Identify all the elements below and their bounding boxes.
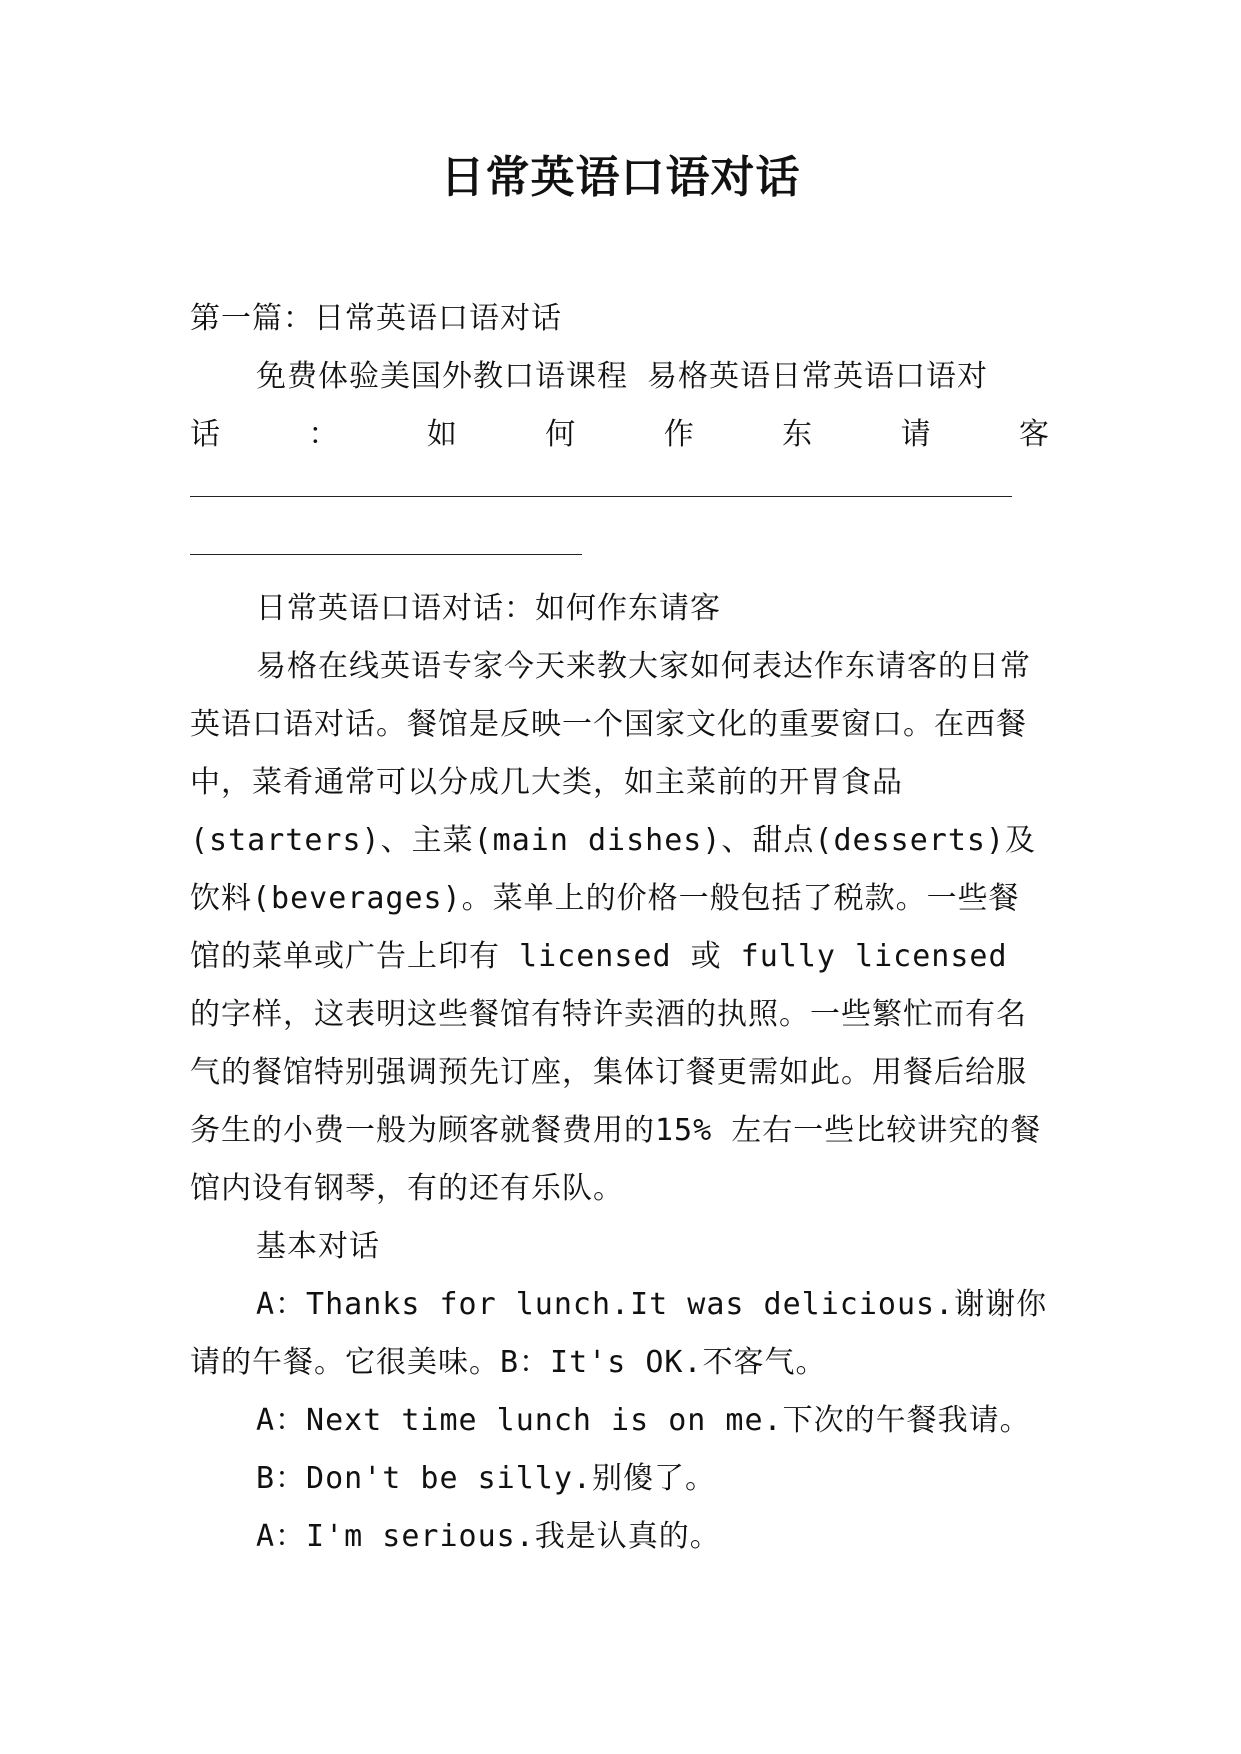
dialog-line-2: A：Next time lunch is on me.下次的午餐我请。 <box>256 1403 1031 1438</box>
divider-line-short <box>190 522 1050 580</box>
section-heading: 基本对话 <box>256 1229 380 1264</box>
dialog-line-1: A：Thanks for lunch.It was delicious.谢谢你请的午餐。它很美味。B：It's OK.不客气。 <box>190 1287 1048 1380</box>
intro-line-1: 免费体验美国外教口语课程 易格英语日常英语口语对 <box>256 359 989 394</box>
dialog-line-3: B：Don't be silly.别傻了。 <box>256 1461 716 1496</box>
divider-line-long <box>190 464 1050 522</box>
document-title: 日常英语口语对话 <box>440 152 801 203</box>
dialog-line-4: A：I'm serious.我是认真的。 <box>256 1519 721 1554</box>
article-subtitle: 日常英语口语对话：如何作东请客 <box>256 591 721 626</box>
intro-line-2: 话 ： 如 何 作 东 请 客 <box>190 417 1050 452</box>
document-body <box>190 290 1050 1566</box>
article-paragraph: 易格在线英语专家今天来教大家如何表达作东请客的日常英语口语对话。餐馆是反映一个国家文化的重要窗口。在西餐中，菜肴通常可以分成几大类，如主菜前的开胃食品(starters)、主菜(main dishes)、甜点(desserts)及饮料(beverages)。菜单上的价格一般包括了税款。一些餐馆的菜单或广告上印有 licensed 或 fully licensed 的字样，这表明这些餐馆有特许卖酒的执照。一些繁忙而有名气的餐馆特别强调预先订座，集体订餐更需如此。用餐后给服务生的小费一般为顾客就餐费用的15% 左右一些比较讲究的餐馆内设有钢琴，有的还有乐队。 <box>190 649 1042 1206</box>
chapter-heading: 第一篇：日常英语口语对话 <box>190 301 562 336</box>
